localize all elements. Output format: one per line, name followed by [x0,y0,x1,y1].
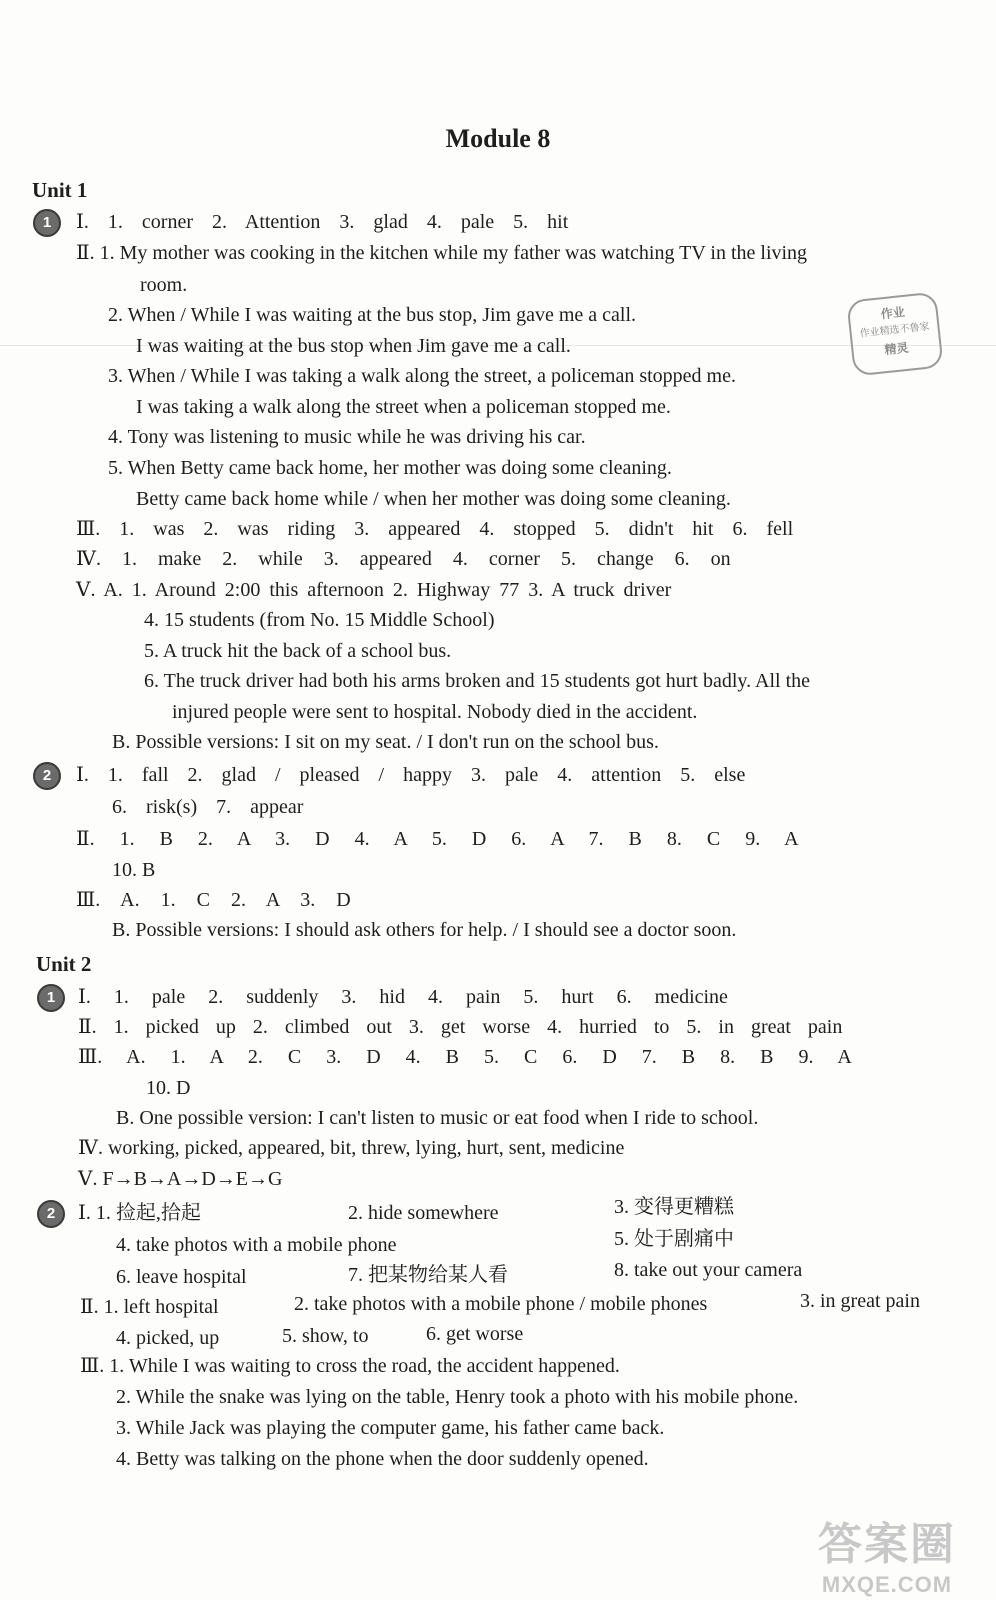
u1s1-part3: Ⅲ. 1. was 2. was riding 3. appeared 4. stopped 5. didn't hit 6. fell [76,518,794,540]
u1s1-part5-A5: 5. A truck hit the back of a school bus. [144,640,452,662]
unit1-section1-badge: 1 [33,209,61,237]
u1s1-part2-line5b: Betty came back home while / when her mother was doing some cleaning. [136,488,731,510]
u2s1-part2: Ⅱ. 1. picked up 2. climbed out 3. get worse 4. hurried to 5. in great pain [78,1016,843,1038]
unit2-section1-badge: 1 [37,984,65,1012]
u1s2-part3-B: B. Possible versions: I should ask others for help. / I should see a doctor soon. [112,919,737,941]
u1s1-part5-A1: Ⅴ. A. 1. Around 2:00 this afternoon 2. Highway 77 3. A truck driver [76,579,672,601]
unit1-heading: Unit 1 [32,178,88,202]
watermark-logo-text: 答案圈 [818,1520,956,1569]
u2s2-part3-item4: 4. Betty was talking on the phone when the door suddenly opened. [116,1448,649,1470]
stamp-line2: 作业精选不鲁家 [859,321,931,340]
u2s2-part2-item6: 6. get worse [426,1323,524,1345]
u1s1-part2-line1b: room. [140,274,188,296]
stamp-line1: 作业 [880,304,906,322]
u1s1-part5-A4: 4. 15 students (from No. 15 Middle School) [144,609,495,631]
u2s2-part1-item1: Ⅰ. 1. 捡起,拾起 [78,1202,201,1224]
u2s1-part1: Ⅰ. 1. pale 2. suddenly 3. hid 4. pain 5. hurt 6. medicine [78,986,728,1008]
unit1-section2-badge: 2 [33,762,61,790]
u1s1-part2-line3a: 3. When / While I was taking a walk along the street, a policeman stopped me. [108,365,736,387]
u2s2-part1-item4: 4. take photos with a mobile phone [116,1234,397,1256]
unit2-heading: Unit 2 [36,952,92,976]
watermark-url: MXQE.COM [821,1572,953,1597]
u2s2-part2-item3: 3. in great pain [800,1290,920,1312]
stamp-line3: 精灵 [883,340,910,358]
u1s1-part1: Ⅰ. 1. corner 2. Attention 3. glad 4. pale 5. hit [76,211,569,233]
u1s1-part5-B: B. Possible versions: I sit on my seat. / I don't run on the school bus. [112,731,659,753]
u2s2-part1-item2: 2. hide somewhere [348,1202,499,1224]
u1s2-part2b: 10. B [112,859,156,881]
u2s1-part3-A10: 10. D [146,1077,191,1099]
u2s2-part3-item3: 3. While Jack was playing the computer game, his father came back. [116,1417,665,1439]
u1s1-part2-line4: 4. Tony was listening to music while he was driving his car. [108,426,586,448]
u1s1-part5-A6b: injured people were sent to hospital. Nobody died in the accident. [172,701,698,723]
u2s1-part3-A: Ⅲ. A. 1. A 2. C 3. D 4. B 5. C 6. D 7. B 8. B 9. A [78,1046,852,1068]
u2s2-part3-item1: Ⅲ. 1. While I was waiting to cross the road, the accident happened. [80,1355,620,1377]
u1s2-part1a: Ⅰ. 1. fall 2. glad / pleased / happy 3. pale 4. attention 5. else [76,764,746,786]
u2s2-part2-item1: Ⅱ. 1. left hospital [80,1296,219,1318]
homework-stamp [846,292,943,377]
u1s1-part4: Ⅳ. 1. make 2. while 3. appeared 4. corner 5. change 6. on [76,548,731,570]
u2s2-part1-item6: 6. leave hospital [116,1266,247,1288]
u1s1-part2-line5a: 5. When Betty came back home, her mother was doing some cleaning. [108,457,672,479]
u1s2-part3-A: Ⅲ. A. 1. C 2. A 3. D [76,889,351,911]
u2s1-part4: Ⅳ. working, picked, appeared, bit, threw, lying, hurt, sent, medicine [78,1137,625,1159]
unit2-section2-badge: 2 [37,1200,65,1228]
u2s2-part1-item3: 3. 变得更糟糕 [614,1196,734,1218]
u2s2-part2-item2: 2. take photos with a mobile phone / mobile phones [294,1293,708,1315]
u2s2-part1-item5: 5. 处于剧痛中 [614,1228,734,1250]
u2s2-part1-item7: 7. 把某物给某人看 [348,1264,508,1286]
u1s2-part2a: Ⅱ. 1. B 2. A 3. D 4. A 5. D 6. A 7. B 8. C 9. A [76,828,799,850]
u2s2-part1-item8: 8. take out your camera [614,1259,803,1281]
u1s1-part2-line1a: Ⅱ. 1. My mother was cooking in the kitchen while my father was watching TV in the living [76,242,808,264]
u2s1-part5: Ⅴ. F→B→A→D→E→G [78,1168,283,1190]
page-title: Module 8 [445,124,551,153]
u2s2-part2-item4: 4. picked, up [116,1327,220,1349]
u2s2-part3-item2: 2. While the snake was lying on the table, Henry took a photo with his mobile phone. [116,1386,799,1408]
u1s2-part1b: 6. risk(s) 7. appear [112,796,304,818]
u2s1-part3-B: B. One possible version: I can't listen to music or eat food when I ride to school. [116,1107,759,1129]
u2s2-part2-item5: 5. show, to [282,1325,369,1347]
u1s1-part2-line3b: I was taking a walk along the street when a policeman stopped me. [136,396,671,418]
u1s1-part2-line2b: I was waiting at the bus stop when Jim gave me a call. [136,335,571,357]
site-watermark [818,1508,956,1598]
u1s1-part2-line2a: 2. When / While I was waiting at the bus stop, Jim gave me a call. [108,304,637,326]
u1s1-part5-A6a: 6. The truck driver had both his arms broken and 15 students got hurt badly. All the [144,670,810,692]
